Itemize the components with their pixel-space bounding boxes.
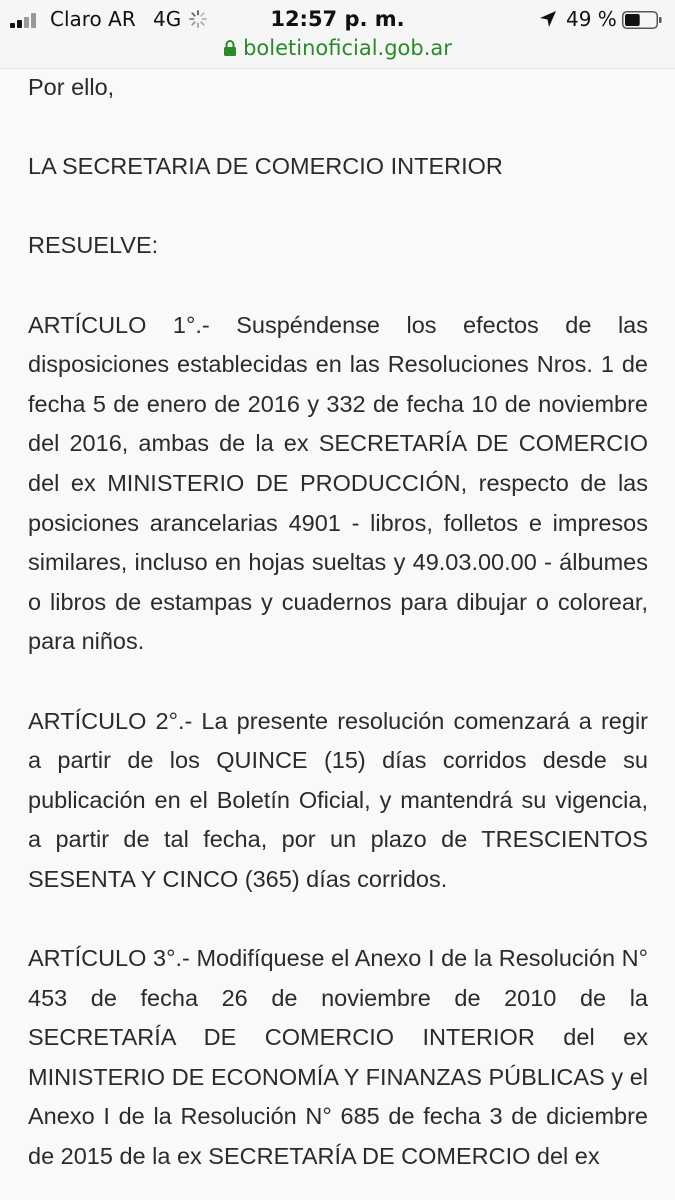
network-type: 4G — [153, 7, 182, 31]
authority-heading: LA SECRETARIA DE COMERCIO INTERIOR — [28, 153, 503, 180]
document-body — [28, 68, 648, 1177]
article-2: ARTÍCULO 2°.- La presente resolución comenzará a regir a partir de los QUINCE (15) días corridos desde su publicación en el Boletín Oficial, y mantendrá su vigencia, a partir de tal fecha, por un plazo de TRESCIENTOS SESENTA Y CINCO (365) días corridos. — [28, 707, 648, 892]
carrier-name: Claro AR — [50, 7, 136, 31]
url-text: boletinoficial.gob.ar — [243, 36, 452, 60]
battery-percent: 49 % — [566, 7, 617, 31]
article-1: ARTÍCULO 1°.- Suspéndense los efectos de las disposiciones establecidas en las Resoluciones Nros. 1 de fecha 5 de enero de 2016 y 332 de fecha 10 de noviembre del 2016, ambas de la ex SECRETARÍA DE COMERCIO del ex MINISTERIO DE PRODUCCIÓN, respecto de las posiciones arancelarias 4901 - libros, folletos e impresos similares, incluso en hojas sueltas y 49.03.00.00 - álbumes o libros de estampas y cuadernos para dibujar o colorear, para niños. — [28, 311, 648, 655]
status-row — [0, 6, 675, 32]
resolve-heading: RESUELVE: — [28, 232, 159, 259]
intro-text: Por ello, — [28, 74, 115, 100]
address-bar[interactable] — [0, 34, 675, 62]
clock: 12:57 p. m. — [270, 7, 405, 31]
status-bar — [0, 0, 675, 69]
lock-icon — [223, 39, 237, 57]
battery-icon — [622, 11, 662, 29]
location-arrow-icon — [538, 9, 558, 29]
article-3: ARTÍCULO 3°.- Modifíquese el Anexo I de la Resolución N° 453 de fecha 26 de noviembre de 2010 de la SECRETARÍA DE COMERCIO INTERIOR del ex MINISTERIO DE ECONOMÍA Y FINANZAS PÚBLICAS y el Anexo I de la Resolución N° 685 de fecha 3 de diciembre de 2015 de la ex SECRETARÍA DE COMERCIO del ex — [28, 945, 648, 1170]
